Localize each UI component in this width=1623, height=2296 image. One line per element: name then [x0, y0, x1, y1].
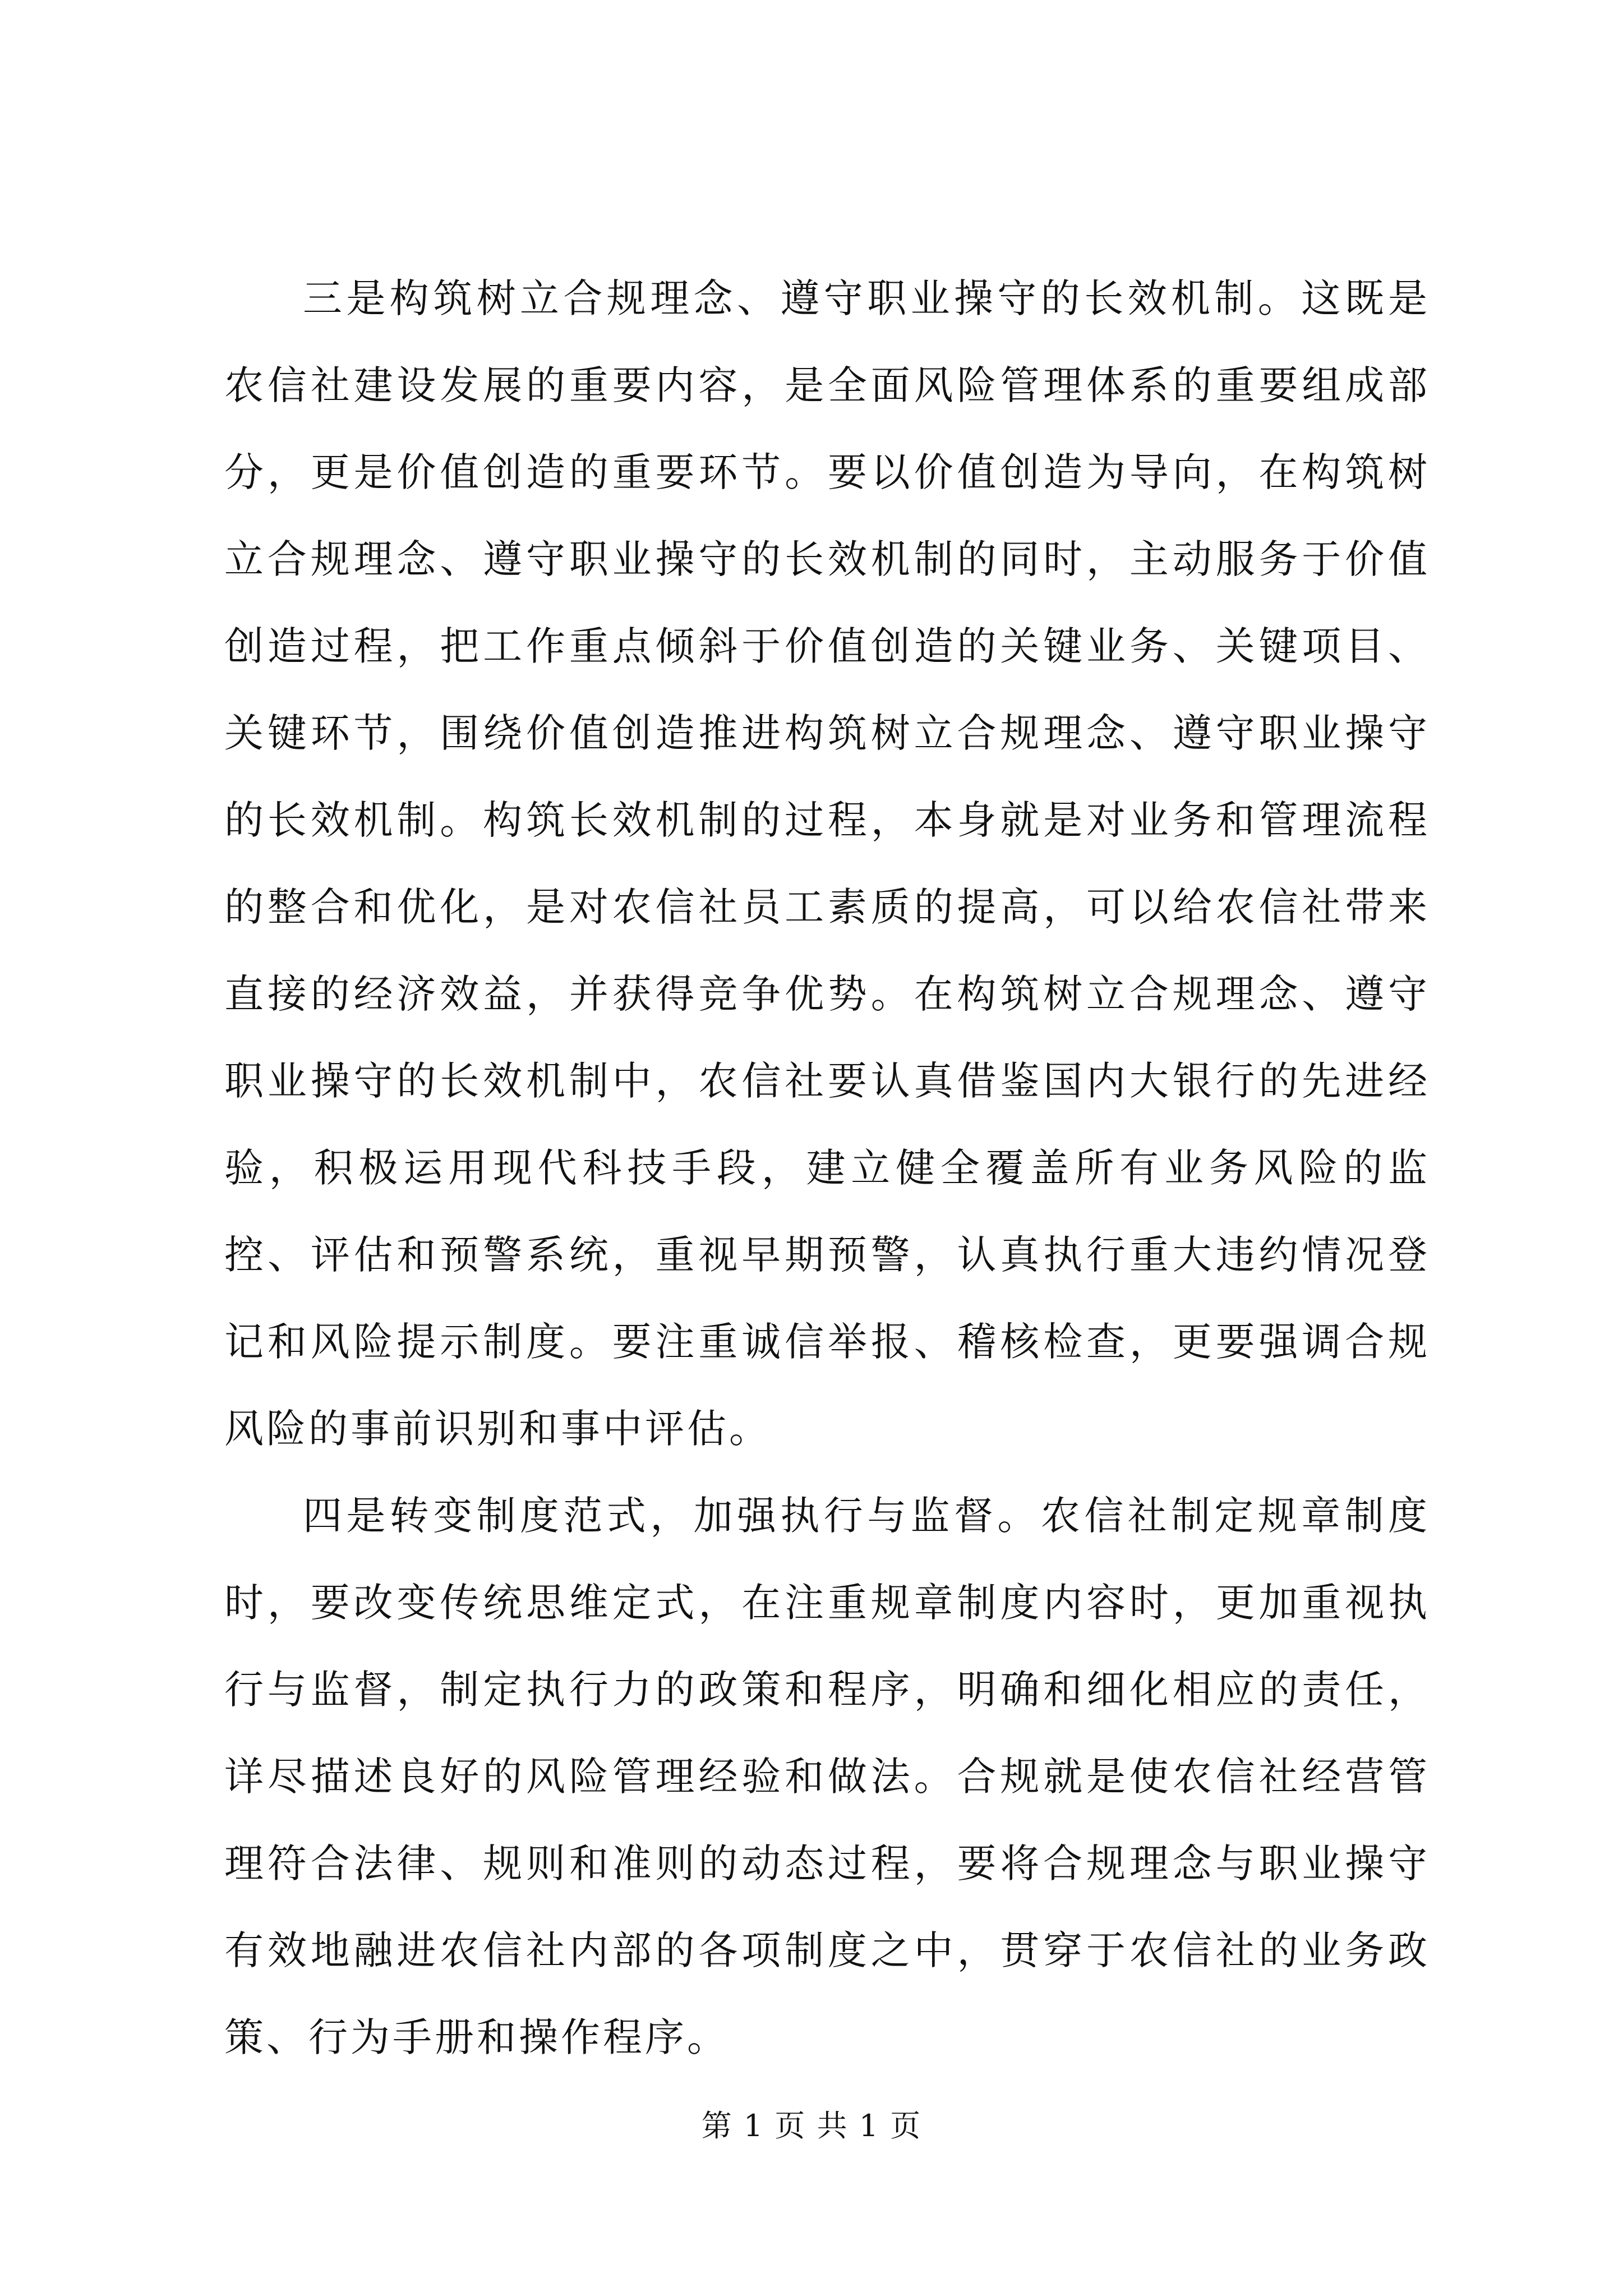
paragraph-3: 三是构筑树立合规理念、遵守职业操守的长效机制。这既是农信社建设发展的重要内容，是全面风险管理体系的重要组成部分，更是价值创造的重要环节。要以价值创造为导向，在构筑树立合规理念、遵守职业操守的长效机制的同时，主动服务于价值创造过程，把工作重点倾斜于价值创造的关键业务、关键项目、关键环节，围绕价值创造推进构筑树立合规理念、遵守职业操守的长效机制。构筑长效机制的过程，本身就是对业务和管理流程的整合和优化，是对农信社员工素质的提高，可以给农信社带来直接的经济效益，并获得竞争优势。在构筑树立合规理念、遵守职业操守的长效机制中，农信社要认真借鉴国内大银行的先进经验，积极运用现代科技手段，建立健全覆盖所有业务风险的监控、评估和预警系统，重视早期预警，认真执行重大违约情况登记和风险提示制度。要注重诚信举报、稽核检查，更要强调合规风险的事前识别和事中评估。: [224, 275, 1430, 1452]
paragraph-4: 四是转变制度范式，加强执行与监督。农信社制定规章制度时，要改变传统思维定式，在注重规章制度内容时，更加重视执行与监督，制定执行力的政策和程序，明确和细化相应的责任，详尽描述良好的风险管理经验和做法。合规就是使农信社经营管理符合法律、规则和准则的动态过程，要将合规理念与职业操守有效地融进农信社内部的各项制度之中，贯穿于农信社的业务政策、行为手册和操作程序。: [224, 1493, 1430, 2060]
document-body: [224, 255, 1430, 2081]
page-footer: 第 1 页 共 1 页: [701, 2108, 922, 2143]
